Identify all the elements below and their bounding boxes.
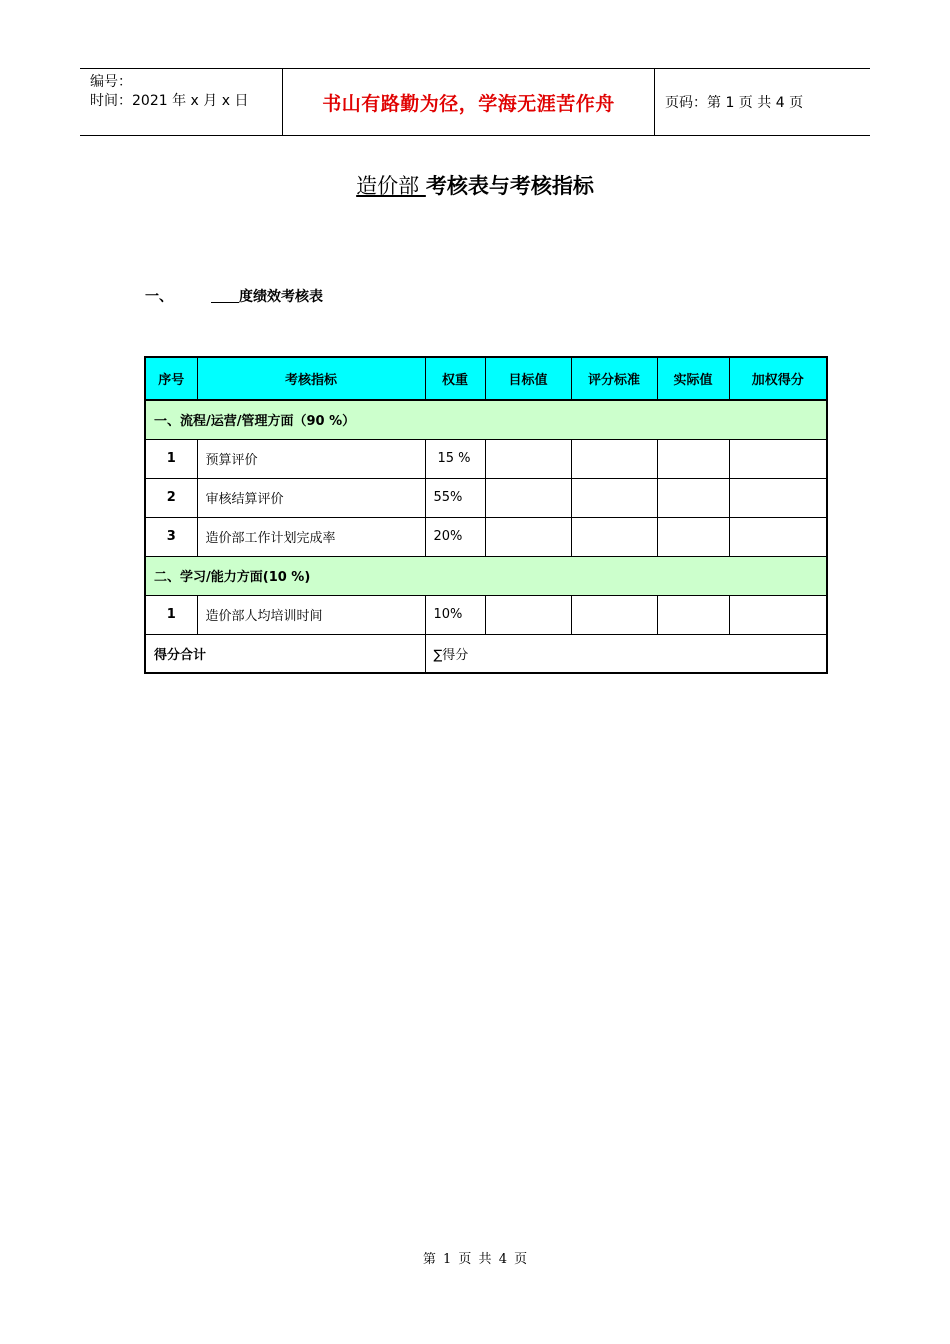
document-title <box>0 170 950 200</box>
criteria-cell <box>571 517 657 556</box>
target-cell <box>485 517 571 556</box>
total-row <box>145 634 827 673</box>
criteria-cell <box>571 439 657 478</box>
row-weight: 20% <box>425 517 485 556</box>
score-cell <box>729 517 827 556</box>
number-label: 编号： <box>90 74 132 90</box>
motto: 书山有路勤为径，学海无涯苦作舟 <box>282 69 655 135</box>
document-header <box>80 68 870 136</box>
criteria-cell <box>571 595 657 634</box>
page-info: 页码：第 1 页 共 4 页 <box>665 95 804 111</box>
actual-cell <box>657 517 729 556</box>
section-number: 一、 <box>145 289 173 305</box>
row-index: 1 <box>145 439 197 478</box>
row-weight: 10% <box>425 595 485 634</box>
row-indicator: 造价部人均培训时间 <box>197 595 425 634</box>
total-value: ∑得分 <box>425 634 827 673</box>
row-index: 2 <box>145 478 197 517</box>
time-label: 时间：2021 年 x 月 x 日 <box>90 93 249 109</box>
score-cell <box>729 439 827 478</box>
row-indicator: 审核结算评价 <box>197 478 425 517</box>
table-row <box>145 517 827 556</box>
total-label: 得分合计 <box>145 634 425 673</box>
group-row <box>145 400 827 439</box>
col-header: 序号 <box>145 357 197 400</box>
col-header: 加权得分 <box>729 357 827 400</box>
group-label: 一、流程/运营/管理方面（90 %） <box>145 400 827 439</box>
section-label: 度绩效考核表 <box>239 289 323 305</box>
row-indicator: 造价部工作计划完成率 <box>197 517 425 556</box>
header-left-cell <box>80 69 282 135</box>
row-indicator: 预算评价 <box>197 439 425 478</box>
actual-cell <box>657 478 729 517</box>
col-header: 实际值 <box>657 357 729 400</box>
kpi-table <box>144 356 828 674</box>
actual-cell <box>657 439 729 478</box>
target-cell <box>485 595 571 634</box>
table-row <box>145 439 827 478</box>
row-index: 1 <box>145 595 197 634</box>
table-header-row <box>145 357 827 400</box>
page-footer: 第 1 页 共 4 页 <box>422 1252 528 1267</box>
criteria-cell <box>571 478 657 517</box>
row-weight: 15 % <box>425 439 485 478</box>
title-rest: 考核表与考核指标 <box>425 174 594 198</box>
target-cell <box>485 439 571 478</box>
actual-cell <box>657 595 729 634</box>
group-row <box>145 556 827 595</box>
table-row <box>145 478 827 517</box>
table-row <box>145 595 827 634</box>
col-header: 考核指标 <box>197 357 425 400</box>
score-cell <box>729 595 827 634</box>
target-cell <box>485 478 571 517</box>
col-header: 评分标准 <box>571 357 657 400</box>
row-weight: 55% <box>425 478 485 517</box>
row-index: 3 <box>145 517 197 556</box>
group-label: 二、学习/能力方面(10 %) <box>145 556 827 595</box>
title-dept: 造价部 <box>356 174 426 198</box>
year-blank <box>211 287 239 303</box>
col-header: 权重 <box>425 357 485 400</box>
section-heading <box>145 286 323 306</box>
col-header: 目标值 <box>485 357 571 400</box>
score-cell <box>729 478 827 517</box>
